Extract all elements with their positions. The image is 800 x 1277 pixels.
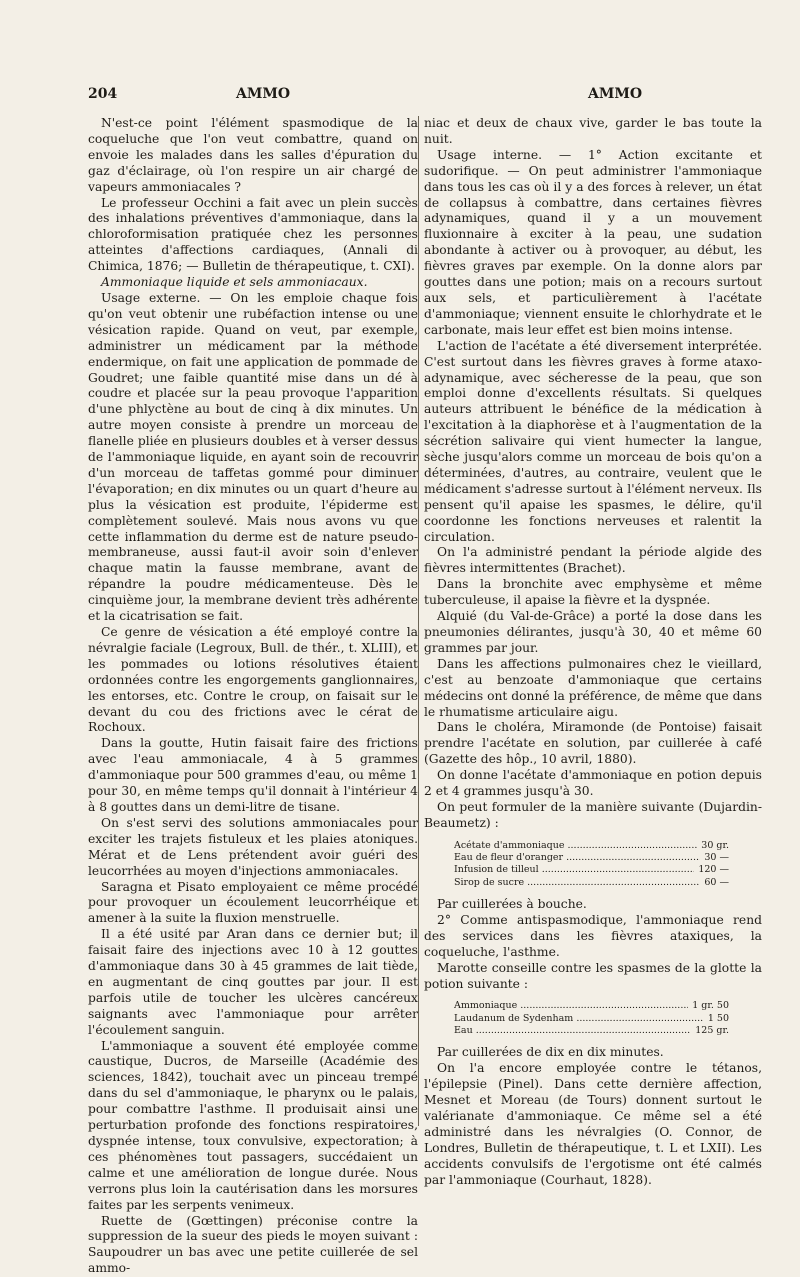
paragraph: Par cuillerées de dix en dix minutes. [437, 1045, 664, 1060]
recipe-line: Ammoniaque ..... 1 gr. 50 [454, 1000, 729, 1012]
paragraph: N'est-ce point l'élément spasmodique de la coqueluche que l'on veut combattre, quand on envoie les malades dans les salles d'épuration du gaz d'éclairage, où l'on respire un air chargé de vapeurs ammoniacales ? [88, 116, 418, 194]
paragraph: 2° Comme antispasmodique, l'ammoniaque rend des services dans les fièvres ataxiques, la coqueluche, l'asthme. [424, 912, 762, 959]
recipe-line: Eau ..... 125 gr. [454, 1025, 729, 1037]
column-divider [418, 116, 419, 1126]
page-number: 204 [88, 86, 118, 102]
paragraph: Dans le choléra, Miramonde (de Pontoise) faisait prendre l'acétate en solution, par cuillerée à café (Gazette des hôp., 10 avril, 1880). [424, 720, 762, 767]
recipe-line: Infusion de tilleul ..... 120 — [454, 864, 729, 876]
left-column [88, 116, 418, 1277]
paragraph: Ce genre de vésication a été employé contre la névralgie faciale (Legroux, Bull. de thér., t. XLIII), et les pommades ou lotions résolutives étaient ordonnées contre les engorgements ganglionnaires, les entorses, etc. Contre le croup, on faisait sur le devant du cou des frictions avec le cérat de Rochoux. [88, 625, 418, 735]
paragraph: Usage interne. — 1° Action excitante et sudorifique. — On peut administrer l'ammoniaque dans tous les cas où il y a des forces à relever, un état de collapsus à combattre, dans certaines fièvres adynamiques, quand il y a un mouvement fluxionnaire à exciter à la peau, une sudation abondante à activer ou à provoquer, au début, les fièvres graves par exemple. On la donne alors par gouttes dans une potion; mais on a recours surtout aux sels, et particulièrement à l'acétate d'ammoniaque; viennent ensuite le chlorhydrate et le carbonate, mais leur effet est bien moins intense. [424, 147, 762, 337]
recipe-formula [454, 1000, 762, 1037]
paragraph: Par cuillerées à bouche. [437, 896, 587, 911]
paragraph: Saragna et Pisato employaient ce même procédé pour provoquer un écoulement leucorrhéique et amener à la suite la fluxion menstruelle. [88, 879, 418, 926]
recipe-line: Sirop de sucre ..... 60 — [454, 877, 729, 889]
running-header [0, 86, 800, 106]
recipe-line: Acétate d'ammoniaque ..... 30 gr. [454, 840, 729, 852]
recipe-line: Laudanum de Sydenham ..... 1 50 [454, 1013, 729, 1025]
paragraph: Dans la goutte, Hutin faisait faire des frictions avec l'eau ammoniacale, 4 à 5 grammes d'ammoniaque pour 500 grammes d'eau, ou même 1 pour 30, en même temps qu'il donnait à l'intérieur 4 à 8 gouttes dans un demi-litre de tisane. [88, 736, 418, 814]
paragraph: Usage externe. — On les emploie chaque fois qu'on veut obtenir une rubéfaction intense ou une vésication rapide. Quand on veut, par exemple, administrer un médicament par la méthode endermique, on fait une application de pommade de Goudret; une faible quantité mise dans un dé à coudre et placée sur la peau provoque l'apparition d'une phlyctène au bout de cinq à dix minutes. Un autre moyen consiste à prendre un morceau de flanelle pliée en plusieurs doubles et à verser dessus de l'ammoniaque liquide, en ayant soin de recouvrir d'un morceau de taffetas gommé pour diminuer l'évaporation; en dix minutes ou un quart d'heure au plus la vésication est produite, l'épiderme est complètement soulevé. Mais nous avons vu que cette inflammation du derme est de nature pseudo-membraneuse, aussi faut-il avoir soin d'enlever chaque matin la fausse membrane, avant de répandre la poudre médicamenteuse. Dès le cinquième jour, la membrane devient très adhérente et la cicatrisation se fait. [88, 290, 418, 624]
paragraph: Le professeur Occhini a fait avec un plein succès des inhalations préventives d'ammoniaque, dans la chloroformisation pratiquée chez les personnes atteintes d'affections cardiaques, (Annali di Chimica, 1876; — Bulletin de thérapeutique, t. CXI). [88, 195, 418, 274]
left-running-head: AMMO [236, 86, 291, 102]
paragraph: Marotte conseille contre les spasmes de la glotte la potion suivante : [424, 960, 762, 991]
paragraph: Alquié (du Val-de-Grâce) a porté la dose dans les pneumonies délirantes, jusqu'à 30, 40 et même 60 grammes par jour. [424, 609, 762, 655]
paragraph: On l'a encore employée contre le tétanos, l'épilepsie (Pinel). Dans cette dernière affection, Mesnet et Moreau (de Tours) donnent surtout le valérianate d'ammoniaque. Ce même sel a été administré dans les névralgies (O. Connor, de Londres, Bulletin de thérapeutique, t. L et LXII). Les accidents convulsifs de l'ergotisme ont été calmés par l'ammoniaque (Courhaut, 1828). [424, 1061, 762, 1187]
right-column [424, 116, 762, 1188]
paragraph: Ruette de (Gœttingen) préconise contre la suppression de la sueur des pieds le moyen suivant : Saupoudrer un bas avec une petite cuillerée de sel ammo- [88, 1213, 418, 1276]
paragraph: Dans la bronchite avec emphysème et même tuberculeuse, il apaise la fièvre et la dyspnée. [424, 577, 762, 608]
paragraph: On donne l'acétate d'ammoniaque en potion depuis 2 et 4 grammes jusqu'à 30. [424, 768, 762, 799]
paragraph: On peut formuler de la manière suivante (Dujardin-Beaumetz) : [424, 799, 762, 830]
paragraph: L'ammoniaque a souvent été employée comme caustique, Ducros, de Marseille (Académie des sciences, 1842), touchait avec un pinceau trempé dans du sel d'ammoniaque, le pharynx ou le palais, pour combattre l'asthme. Il produisait ainsi une perturbation profonde des fonctions respiratoires, dyspnée intense, toux convulsive, expectoration; à ces phénomènes tout passagers, succédaient un calme et une amélioration de longue durée. Nous verrons plus loin la cautérisation dans les morsures faites par les serpents venimeux. [88, 1038, 418, 1212]
recipe-formula [454, 840, 762, 889]
recipe-line: Eau de fleur d'oranger ..... 30 — [454, 852, 729, 864]
paragraph: Il a été usité par Aran dans ce dernier but; il faisait faire des injections avec 10 à 12 gouttes d'ammoniaque dans 30 à 45 grammes de lait tiède, en augmentant de cinq gouttes par jour. Il est parfois utile de toucher les ulcères cancéreux saignants avec l'ammoniaque pour arrêter l'écoulement sanguin. [88, 927, 418, 1037]
paragraph: L'action de l'acétate a été diversement interprétée. C'est surtout dans les fièvres graves à forme ataxo-adynamique, avec sécheresse de la peau, que son emploi donne d'excellents résultats. Si quelques auteurs attribuent le bénéfice de la médication à l'excitation à la diaphorèse et à l'augmentation de la sécrétion salivaire qui vient humecter la langue, sèche jusqu'alors comme un morceau de bois qu'on a déterminées, d'autres, au contraire, veulent que le médicament s'adresse surtout à l'élément nerveux. Ils pensent qu'il apaise les spasmes, le délire, qu'il coordonne les fonctions nerveuses et ralentit la circulation. [424, 338, 762, 544]
paragraph: niac et deux de chaux vive, garder le bas toute la nuit. [424, 116, 762, 146]
paragraph: On l'a administré pendant la période algide des fièvres intermittentes (Brachet). [424, 545, 762, 576]
paragraph: On s'est servi des solutions ammoniacales pour exciter les trajets fistuleux et les plaies atoniques. Mérat et de Lens prétendent avoir guéri des leucorrhées au moyen d'injections ammoniacales. [88, 815, 418, 878]
section-heading: Ammoniaque liquide et sels ammoniacaux. [101, 275, 368, 290]
paragraph: Dans les affections pulmonaires chez le vieillard, c'est au benzoate d'ammoniaque que certains médecins ont donné la préférence, de même que dans le rhumatisme articulaire aigu. [424, 656, 762, 719]
right-running-head: AMMO [588, 86, 643, 102]
